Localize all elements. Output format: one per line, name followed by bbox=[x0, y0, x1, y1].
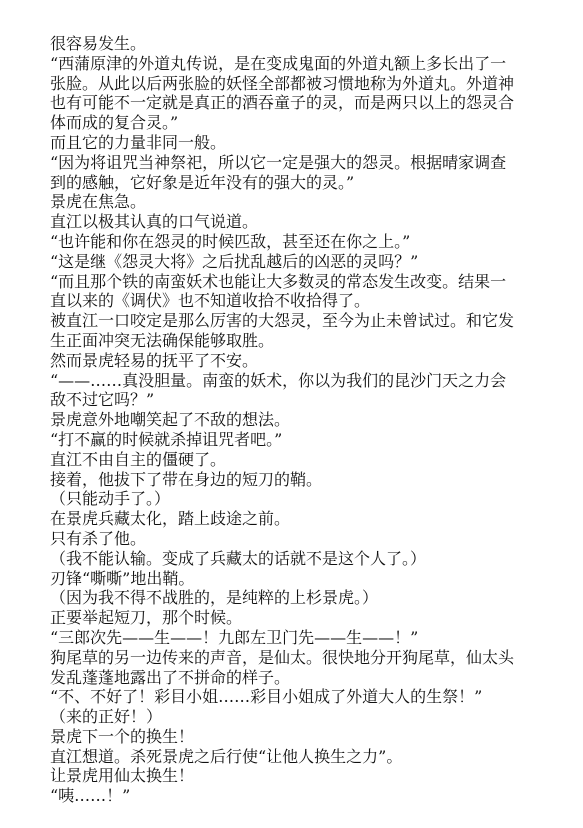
text-line: “咦……！” bbox=[50, 786, 131, 806]
text-line: 张脸。从此以后两张脸的妖怪全部都被习惯地称为外道丸。外道神 bbox=[50, 73, 515, 93]
text-line: 景虎意外地嘲笑起了不敌的想法。 bbox=[50, 410, 291, 430]
text-line: “也许能和你在怨灵的时候匹敌，甚至还在你之上。” bbox=[50, 231, 411, 251]
text-line: “西蒲原津的外道丸传说，是在变成鬼面的外道丸额上多长出了一 bbox=[50, 53, 507, 73]
text-line: “不、不好了！彩目小姐……彩目小姐成了外道大人的生祭！” bbox=[50, 687, 483, 707]
text-line: 在景虎兵藏太化，踏上歧途之前。 bbox=[50, 509, 291, 529]
text-line: （因为我不得不战胜的，是纯粹的上杉景虎。） bbox=[50, 588, 379, 608]
text-line: 景虎在焦急。 bbox=[50, 192, 147, 212]
text-line: 发乱蓬蓬地露出了不拼命的样子。 bbox=[50, 667, 291, 687]
text-line: 让景虎用仙太换生！ bbox=[50, 766, 195, 786]
text-line: 接着，他拔下了带在身边的短刀的鞘。 bbox=[50, 469, 323, 489]
text-line: 也有可能不一定就是真正的酒吞童子的灵，而是两只以上的怨灵合 bbox=[50, 93, 515, 113]
text-line: 体而成的复合灵。” bbox=[50, 113, 179, 133]
text-line: 生正面冲突无法确保能够取胜。 bbox=[50, 330, 275, 350]
text-line: 直江以极其认真的口气说道。 bbox=[50, 212, 259, 232]
text-line: 而且它的力量非同一般。 bbox=[50, 132, 227, 152]
document-page bbox=[50, 34, 534, 806]
text-line: 然而景虎轻易的抚平了不安。 bbox=[50, 350, 259, 370]
text-line: 刃锋“嘶嘶”地出鞘。 bbox=[50, 568, 195, 588]
text-line: 狗尾草的另一边传来的声音，是仙太。很快地分开狗尾草，仙太头 bbox=[50, 647, 515, 667]
text-line: “因为将诅咒当神祭祀，所以它一定是强大的怨灵。根据晴家调查 bbox=[50, 152, 507, 172]
text-line: “——……真没胆量。南蛮的妖术，你以为我们的昆沙门天之力会 bbox=[50, 370, 507, 390]
text-line: “这是继《怨灵大将》之后扰乱越后的凶恶的灵吗？” bbox=[50, 251, 419, 271]
text-line: 直江不由自主的僵硬了。 bbox=[50, 449, 227, 469]
text-line: （只能动手了。） bbox=[50, 489, 171, 509]
text-line: 到的感触，它好象是近年没有的强大的灵。” bbox=[50, 172, 355, 192]
text-line: 只有杀了他。 bbox=[50, 528, 147, 548]
text-line: “打不赢的时候就杀掉诅咒者吧。” bbox=[50, 429, 283, 449]
text-line: 敌不过它吗？” bbox=[50, 390, 155, 410]
text-line: 直以来的《调伏》也不知道收拾不收拾得了。 bbox=[50, 291, 371, 311]
text-line: （来的正好！） bbox=[50, 707, 163, 727]
text-line: （我不能认输。变成了兵藏太的话就不是这个人了。） bbox=[50, 548, 427, 568]
text-line: 景虎下一个的换生！ bbox=[50, 726, 195, 746]
text-line: 很容易发生。 bbox=[50, 34, 147, 53]
text-line: “而且那个铁的南蛮妖术也能让大多数灵的常态发生改变。结果一 bbox=[50, 271, 507, 291]
text-line: 直江想道。杀死景虎之后行使“让他人换生之力”。 bbox=[50, 746, 403, 766]
text-line: “三郎次先——生——！九郎左卫门先——生——！” bbox=[50, 627, 419, 647]
text-line: 被直江一口咬定是那么厉害的大怨灵，至今为止未曾试过。和它发 bbox=[50, 311, 515, 331]
text-line: 正要举起短刀，那个时候。 bbox=[50, 608, 243, 628]
